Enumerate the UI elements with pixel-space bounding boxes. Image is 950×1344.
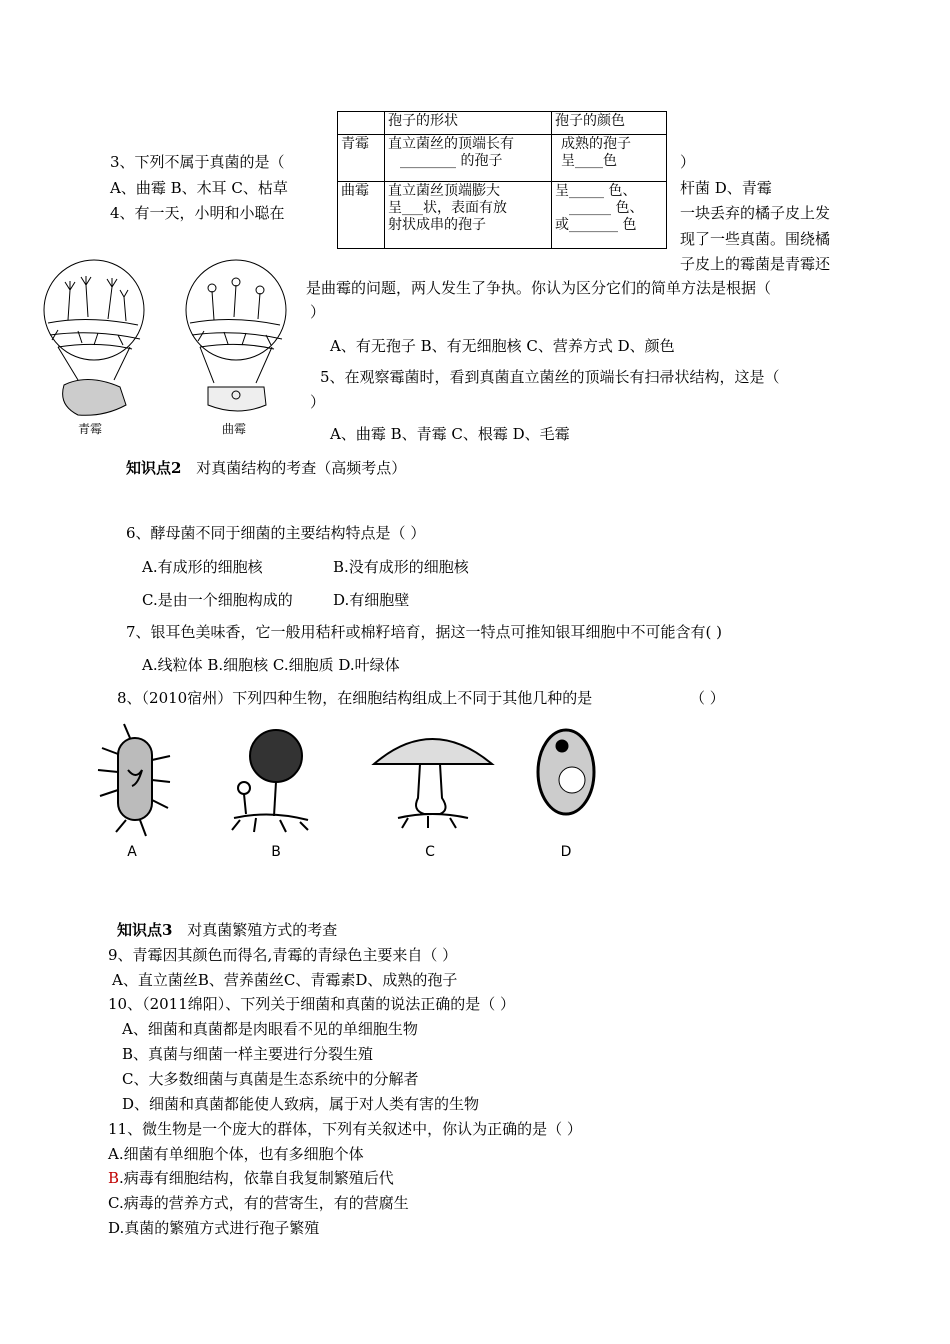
mold-figure — [28, 255, 310, 445]
q11-option-b-letter: B — [108, 1169, 120, 1187]
cell-line: 或_______ 色 — [555, 217, 637, 233]
q8-stem: 8、（2010宿州）下列四种生物，在细胞结构组成上不同于其他几种的是 — [117, 689, 593, 707]
q10-option-d: D、细菌和真菌都能使人致病，属于对人类有害的生物 — [122, 1095, 480, 1113]
organism-label-c: C — [425, 844, 435, 860]
organism-yeast — [528, 718, 608, 860]
q11-option-c: C.病毒的营养方式，有的营寄生，有的营腐生 — [108, 1194, 409, 1212]
q6-stem: 6、酵母菌不同于细菌的主要结构特点是（ ） — [126, 524, 426, 542]
q4-line: 子皮上的霉菌是青霉还 — [680, 255, 831, 273]
q7-options: A.线粒体 B.细胞核 C.细胞质 D.叶绿体 — [142, 656, 400, 674]
q7-stem: 7、银耳色美味香，它一般用秸秆或棉籽培育，据这一特点可推知银耳细胞中不可能含有( ) — [126, 623, 723, 641]
spore-table — [337, 111, 667, 249]
q6-option-d: D.有细胞壁 — [333, 591, 410, 609]
kp2-label: 知识点2 — [126, 459, 182, 477]
q4-line: 一块丢弃的橘子皮上发 — [680, 204, 831, 222]
table-row — [338, 182, 667, 249]
q10-option-c: C、大多数细菌与真菌是生态系统中的分解者 — [122, 1070, 419, 1088]
q10-option-b: B、真菌与细菌一样主要进行分裂生殖 — [122, 1045, 374, 1063]
row-color — [552, 182, 667, 249]
q10-stem: 10、（2011绵阳）、下列关于细菌和真菌的说法正确的是（ ） — [108, 995, 516, 1013]
q3-stem: 3、下列不属于真菌的是（ — [110, 153, 285, 171]
kp3-text: 对真菌繁殖方式的考查 — [187, 921, 338, 939]
q4-start: 4、有一天，小明和小聪在 — [110, 204, 285, 222]
organism-mold — [220, 720, 330, 860]
table-row — [338, 135, 667, 182]
cell-line: 成熟的孢子 — [561, 136, 631, 152]
cell-line: 射状成串的孢子 — [388, 217, 486, 233]
q4-line: 现了一些真菌。围绕橘 — [680, 230, 831, 248]
cell-line: 呈___状，表面有放 — [388, 200, 507, 216]
q5-stem: 5、在观察霉菌时，看到真菌直立菌丝的顶端长有扫帚状结构，这是（ — [320, 368, 780, 386]
q6-option-b: B.没有成形的细胞核 — [333, 558, 469, 576]
cell-line: 呈_____ 色、 — [555, 183, 637, 199]
q3-stem-end: ） — [680, 153, 696, 171]
q11-option-b-text: .病毒有细胞结构，依靠自我复制繁殖后代 — [119, 1169, 394, 1187]
cell-line: 呈____色 — [561, 153, 617, 169]
q5-stem-end: ） — [310, 393, 326, 411]
q4-line: 是曲霉的问题，两人发生了争执。你认为区分它们的简单方法是根据（ — [306, 279, 772, 297]
q9-stem: 9、青霉因其颜色而得名,青霉的青绿色主要来自（ ） — [108, 946, 458, 964]
cell-line: 直立菌丝顶端膨大 — [388, 183, 500, 199]
q9-options: A、直立菌丝B、营养菌丝C、青霉素D、成熟的孢子 — [112, 971, 458, 989]
q6-option-c: C.是由一个细胞构成的 — [142, 591, 293, 609]
organism-label-a: A — [127, 844, 137, 860]
q10-option-a: A、细菌和真菌都是肉眼看不见的单细胞生物 — [122, 1020, 418, 1038]
table-cell — [338, 112, 385, 135]
q4-options: A、有无孢子 B、有无细胞核 C、营养方式 D、颜色 — [330, 337, 675, 355]
figure-label-aspergillus: 曲霉 — [221, 422, 247, 436]
cell-line: ________ 的孢子 — [400, 153, 503, 169]
q3-options-left: A、曲霉 B、木耳 C、枯草 — [110, 179, 288, 197]
q3-options-right: 杆菌 D、青霉 — [680, 179, 772, 197]
organism-label-d: D — [560, 844, 572, 860]
kp3-heading — [117, 920, 337, 940]
kp2-text: 对真菌结构的考查（高频考点） — [196, 459, 407, 477]
row-name: 曲霉 — [338, 182, 385, 249]
table-header-shape: 孢子的形状 — [385, 112, 552, 135]
kp2-heading — [126, 458, 406, 478]
q11-option-d: D.真菌的繁殖方式进行孢子繁殖 — [108, 1219, 320, 1237]
row-shape — [385, 182, 552, 249]
q6-option-a: A.有成形的细胞核 — [142, 558, 263, 576]
table-row — [338, 112, 667, 135]
kp3-label: 知识点3 — [117, 921, 173, 939]
figure-label-penicillium: 青霉 — [77, 422, 103, 436]
q11-option-a: A.细菌有单细胞个体，也有多细胞个体 — [108, 1145, 364, 1163]
q8-paren: （ ） — [690, 689, 725, 707]
q11-option-b — [108, 1168, 394, 1188]
organism-label-b: B — [271, 844, 281, 860]
q4-line: ） — [310, 303, 326, 321]
q11-stem: 11、微生物是一个庞大的群体，下列有关叙述中，你认为正确的是（ ） — [108, 1120, 582, 1138]
row-color — [552, 135, 667, 182]
organism-bacterium — [90, 720, 180, 860]
row-name: 青霉 — [338, 135, 385, 182]
cell-line: 直立菌丝的顶端长有 — [388, 136, 514, 152]
row-shape — [385, 135, 552, 182]
organism-mushroom — [368, 718, 498, 860]
q5-options: A、曲霉 B、青霉 C、根霉 D、毛霉 — [330, 425, 570, 443]
cell-line: ______ 色、 — [569, 200, 644, 216]
table-header-color: 孢子的颜色 — [552, 112, 667, 135]
